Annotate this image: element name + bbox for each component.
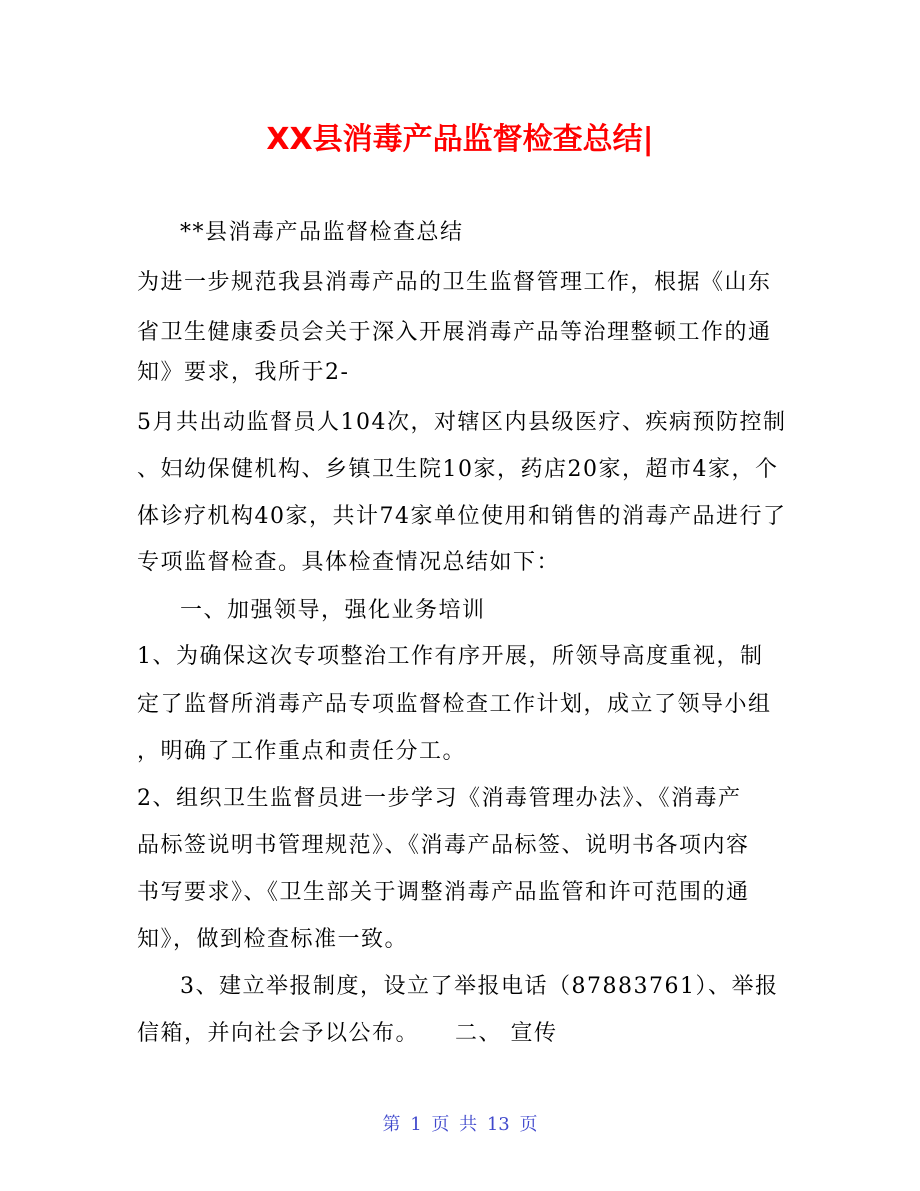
paragraph-line: 3、建立举报制度，设立了举报电话（87883761）、举报 [180,974,779,999]
subtitle-line: **县消毒产品监督检查总结 [180,220,464,245]
paragraph-line: ，明确了工作重点和责任分工。 [137,739,467,764]
paragraph-line: 、妇幼保健机构、乡镇卫生院10家，药店20家，超市4家，个 [137,457,779,482]
paragraph-line: 知》，做到检查标准一致。 [137,927,409,952]
paragraph-line: 定了监督所消毒产品专项监督检查工作计划，成立了领导小组 [137,692,772,717]
paragraph-line: 1、为确保这次专项整治工作有序开展，所领导高度重视，制 [137,644,764,669]
paragraph-line: 体诊疗机构40家，共计74家单位使用和销售的消毒产品进行了 [137,504,787,529]
paragraph-line: 省卫生健康委员会关于深入开展消毒产品等治理整顿工作的通 [137,320,772,345]
section-heading: 一、加强领导，强化业务培训 [180,598,486,623]
paragraph-line: 2、组织卫生监督员进一步学习《消毒管理办法》、《消毒产 [137,786,742,811]
paragraph-line: 书写要求》、《卫生部关于调整消毒产品监管和许可范围的通 [137,880,750,905]
paragraph-line: 品标签说明书管理规范》、《消毒产品标签、说明书各项内容 [137,833,750,858]
paragraph-line: 5月共出动监督员人104次，对辖区内县级医疗、疾病预防控制 [137,410,787,435]
paragraph-line: 信箱，并向社会予以公布。 二、 宣传 [137,1021,558,1046]
paragraph-line: 为进一步规范我县消毒产品的卫生监督管理工作，根据《山东 [137,270,772,295]
paragraph-line: 知》要求，我所于2- [137,360,350,385]
paragraph-line: 专项监督检查。具体检查情况总结如下： [137,550,561,575]
page-number-footer: 第 1 页 共 13 页 [382,1114,538,1135]
document-title: XX县消毒产品监督检查总结| [266,122,654,157]
